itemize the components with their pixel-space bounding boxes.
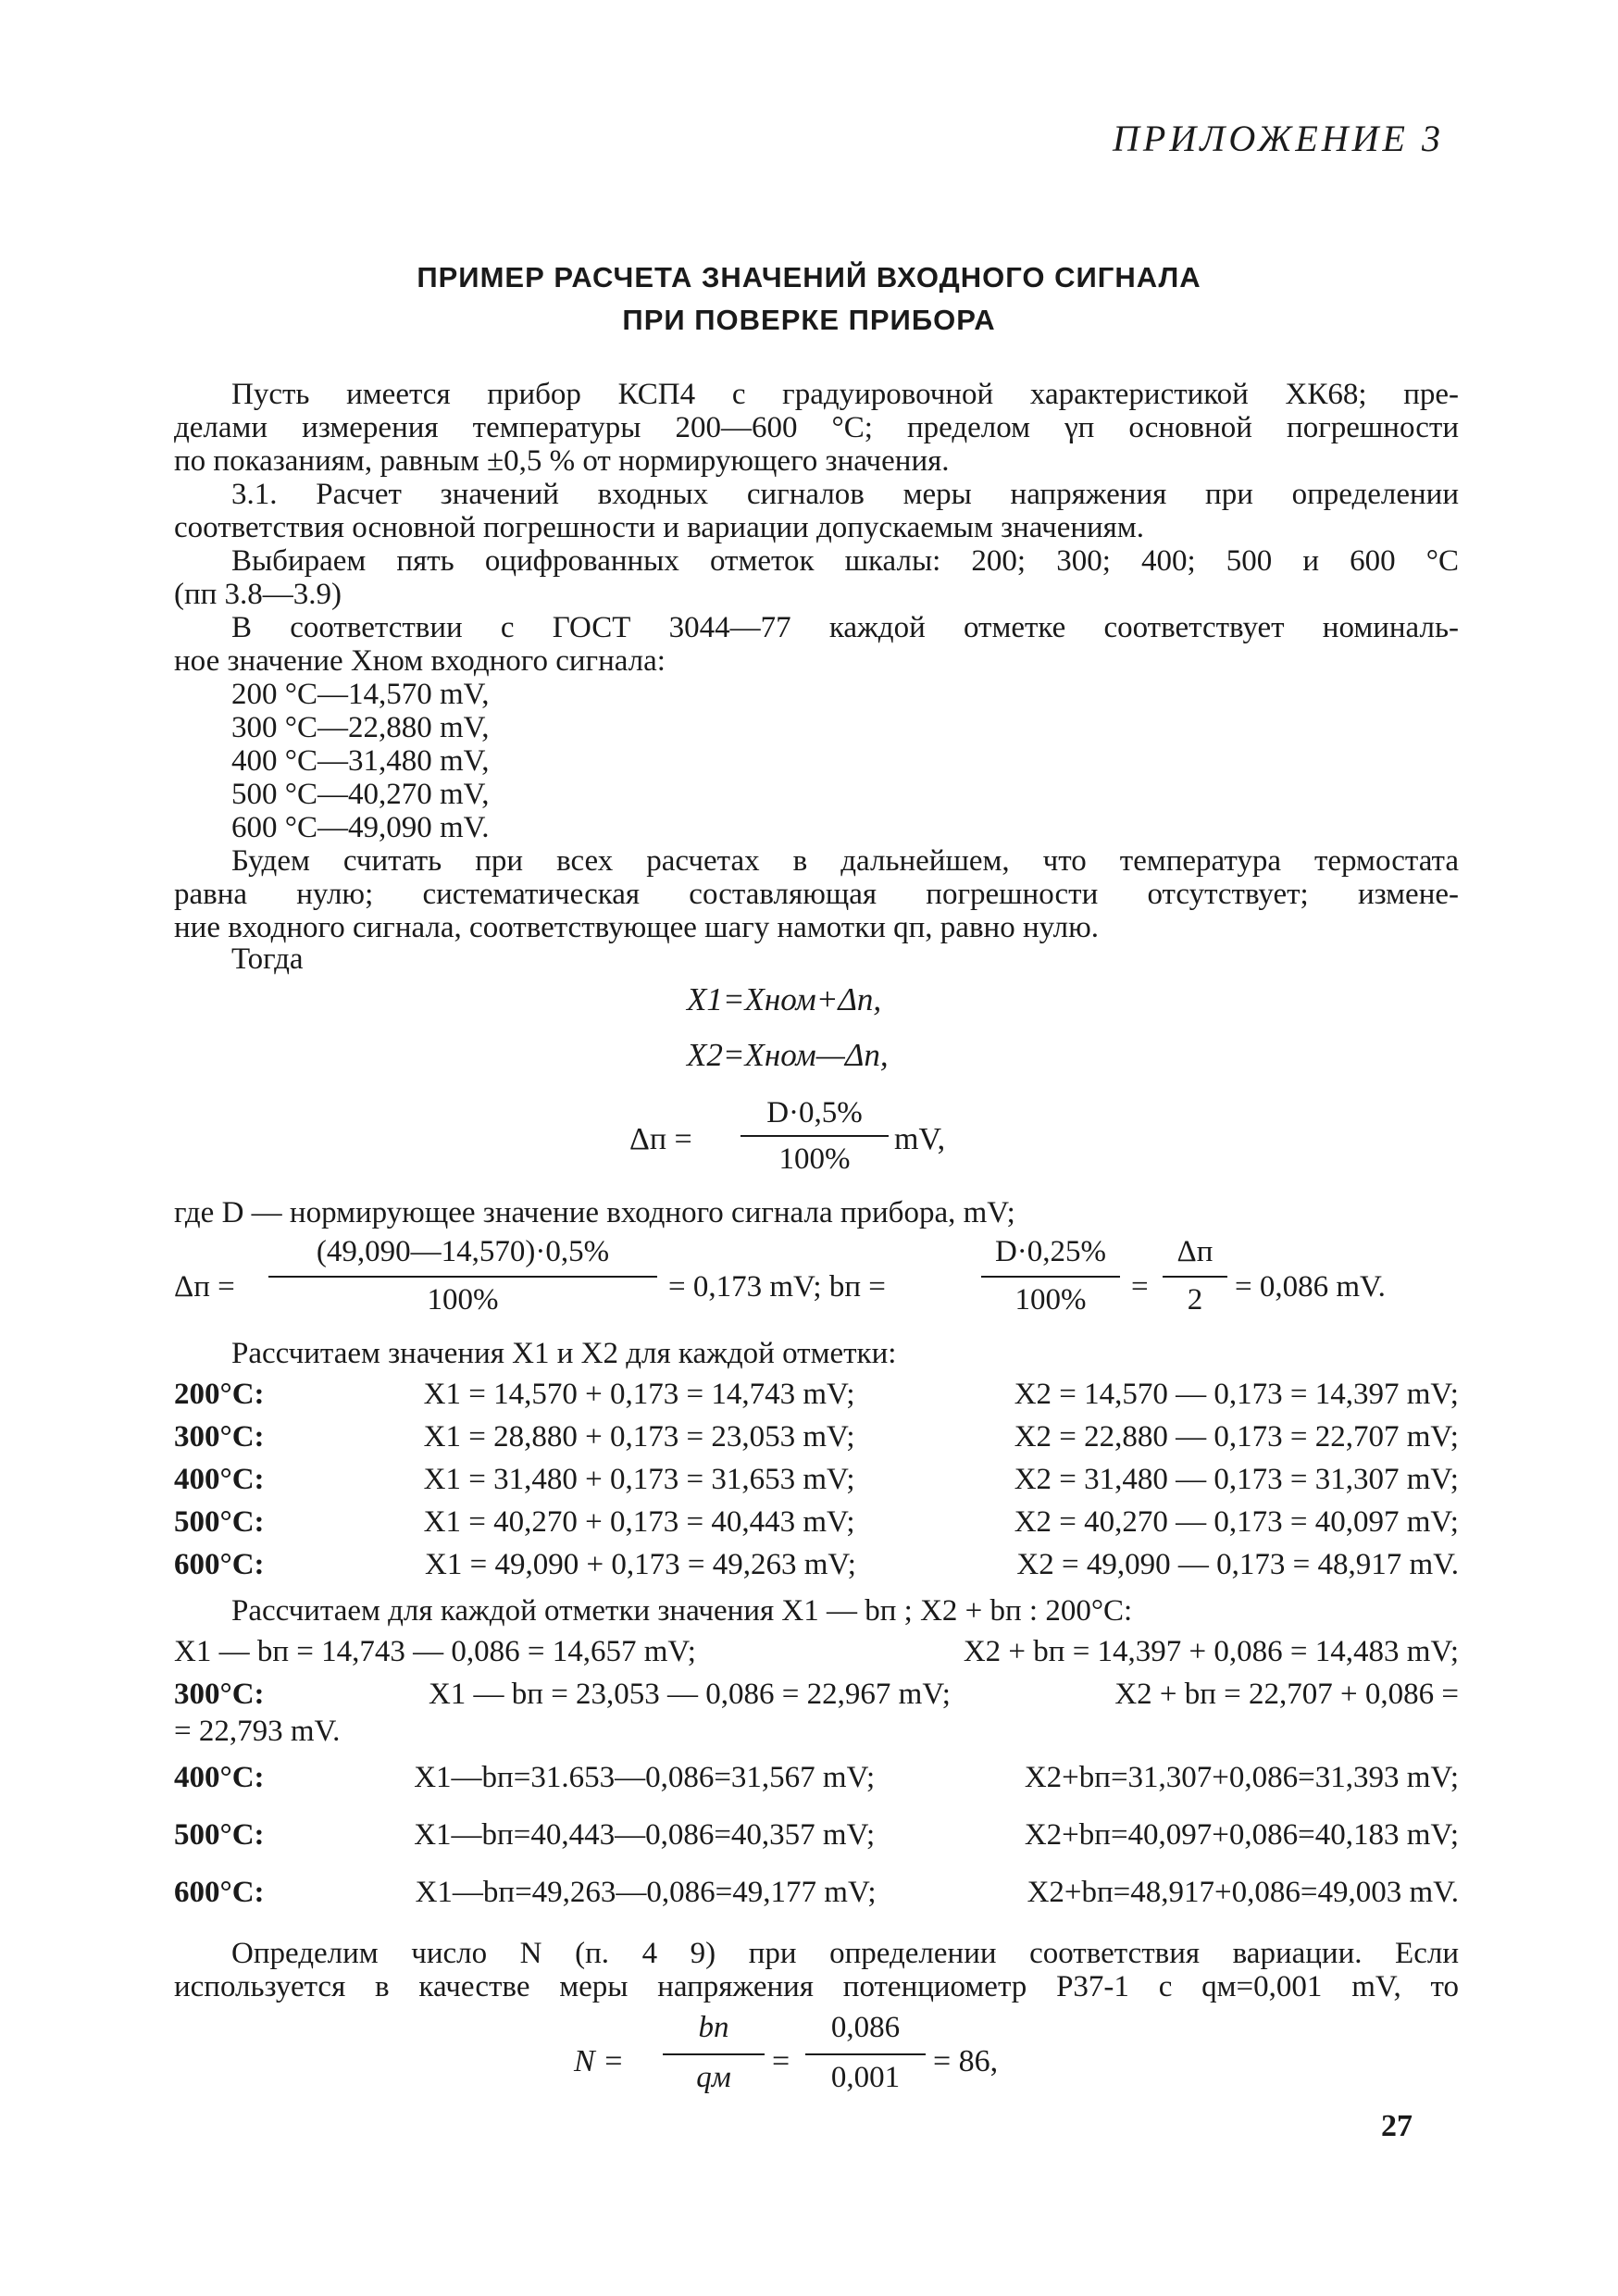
calc-numerator-2: D·0,25% xyxy=(994,1235,1107,1268)
determine-paragraph xyxy=(174,1937,1459,2003)
calc-b-a: X1—bп=31.653—0,086=31,567 mV; xyxy=(414,1761,876,1794)
gost-paragraph xyxy=(174,611,1459,678)
calc-temp: 300°С: xyxy=(174,1420,265,1454)
calc-x1: X1 = 14,570 + 0,173 = 14,743 mV; xyxy=(423,1378,855,1411)
calc-b-b: X2 + bп = 22,707 + 0,086 = xyxy=(1114,1678,1459,1711)
n-lhs: N = xyxy=(574,2044,625,2078)
calc-result: = 0,086 mV. xyxy=(1235,1270,1386,1304)
fraction-bar xyxy=(268,1276,657,1278)
calc-row xyxy=(174,1418,1459,1455)
calc-x2: X2 = 49,090 — 0,173 = 48,917 mV. xyxy=(1016,1548,1459,1581)
calc-b-row xyxy=(174,1633,1459,1670)
fraction-bar xyxy=(805,2053,926,2055)
calc-b-row xyxy=(174,1874,1459,1911)
calc-b-b: X2+bп=48,917+0,086=49,003 mV. xyxy=(1027,1876,1459,1909)
calc-denominator: 100% xyxy=(427,1283,499,1316)
calc-temp: 500°С: xyxy=(174,1818,265,1852)
text-line: В соответствии с ГОСТ 3044—77 каждой отметке соответствует номиналь- xyxy=(231,611,1459,644)
text-line: Пусть имеется прибор КСП4 с градуировочной характеристикой ХК68; пре- xyxy=(231,378,1459,411)
title-line-2: ПРИ ПОВЕРКЕ ПРИБОРА xyxy=(622,304,996,336)
intro-paragraph xyxy=(174,378,1459,478)
calc-b-title: Рассчитаем для каждой отметки значения X1 — bп ; X2 + bп : 200°С: xyxy=(231,1594,1133,1628)
calc-b-b: X2 + bп = 14,397 + 0,086 = 14,483 mV; xyxy=(963,1635,1459,1668)
delta-lhs: Δп = xyxy=(629,1122,692,1156)
calc-b-b: X2+bп=31,307+0,086=31,393 mV; xyxy=(1024,1761,1459,1794)
calc-b-a: X1—bп=40,443—0,086=40,357 mV; xyxy=(414,1818,876,1852)
text-line: Определим число N (п. 4 9) при определении соответствия вариации. Если xyxy=(231,1937,1459,1970)
calc-x1: X1 = 31,480 + 0,173 = 31,653 mV; xyxy=(423,1463,855,1496)
n-numerator-1: bп xyxy=(698,2011,729,2044)
delta-denominator: 100% xyxy=(778,1142,851,1176)
list-item: 300 °С—22,880 mV, xyxy=(231,711,490,744)
calc-row xyxy=(174,1546,1459,1583)
n-denominator-1: qм xyxy=(696,2061,731,2094)
assume-paragraph xyxy=(174,844,1459,944)
calc-b-row xyxy=(174,1816,1459,1853)
n-numerator-2: 0,086 xyxy=(830,2011,901,2044)
calc-denominator-3: 2 xyxy=(1187,1283,1203,1316)
calc-b-a: X1 — bп = 23,053 — 0,086 = 22,967 mV; xyxy=(428,1678,951,1711)
text-line: Выбираем пять оцифрованных отметок шкалы: 200; 300; 400; 500 и 600 °С xyxy=(231,544,1459,578)
list-item: 200 °С—14,570 mV, xyxy=(231,678,490,711)
list-item: 500 °С—40,270 mV, xyxy=(231,778,490,811)
text-line: используется в качестве меры напряжения потенциометр Р37-1 с qм=0,001 mV, то xyxy=(174,1970,1459,2003)
fraction-bar xyxy=(1163,1276,1227,1278)
calc-x1: X1 = 49,090 + 0,173 = 49,263 mV; xyxy=(425,1548,856,1581)
n-eq: = xyxy=(772,2044,790,2078)
calc-numerator: (49,090—14,570)·0,5% xyxy=(316,1235,610,1268)
text-line: равна нулю; систематическая составляющая погрешности отсутствует; измене- xyxy=(174,878,1459,911)
nominal-values-list xyxy=(231,678,489,844)
calc-x2: X2 = 22,880 — 0,173 = 22,707 mV; xyxy=(1014,1420,1459,1454)
text-line: 3.1. Расчет значений входных сигналов меры напряжения при определении xyxy=(231,478,1459,511)
calc-b-row xyxy=(174,1676,1459,1713)
calc-mid: = 0,173 mV; bп = xyxy=(668,1270,886,1304)
calc-temp: 500°С: xyxy=(174,1505,265,1539)
calc-numerator-3: Δп xyxy=(1176,1235,1214,1268)
calc-temp: 600°С: xyxy=(174,1548,265,1581)
calc-b-a: X1 — bп = 14,743 — 0,086 = 14,657 mV; xyxy=(174,1635,696,1668)
where-line: где D — нормирующее значение входного сигнала прибора, mV; xyxy=(174,1196,1015,1229)
list-item: 400 °С—31,480 mV, xyxy=(231,744,490,778)
then-label: Тогда xyxy=(231,942,304,976)
calc-temp: 600°С: xyxy=(174,1876,265,1909)
calc-x1: X1 = 28,880 + 0,173 = 23,053 mV; xyxy=(423,1420,855,1454)
choose-paragraph xyxy=(174,544,1459,611)
page-number: 27 xyxy=(1381,2109,1413,2143)
appendix-label: ПРИЛОЖЕНИЕ 3 xyxy=(1113,118,1444,159)
calc-x2: X2 = 31,480 — 0,173 = 31,307 mV; xyxy=(1014,1463,1459,1496)
formula-x1: X1=Xном+Δп, xyxy=(687,981,882,1017)
delta-numerator: D·0,5% xyxy=(766,1096,863,1129)
formula-x2: X2=Xном—Δп, xyxy=(687,1037,889,1073)
calc-x2: X2 = 14,570 — 0,173 = 14,397 mV; xyxy=(1014,1378,1459,1411)
calc-temp: 200°С: xyxy=(174,1378,265,1411)
fraction-bar xyxy=(663,2053,765,2055)
text-line: по показаниям, равным ±0,5 % от нормирующего значения. xyxy=(174,444,950,478)
text-line: ние входного сигнала, соответствующее шагу намотки qп, равно нулю. xyxy=(174,911,1100,944)
calc-temp: 300°С: xyxy=(174,1678,265,1711)
calc-eq: = xyxy=(1131,1270,1149,1304)
calc-b-row xyxy=(174,1759,1459,1796)
text-line: соответствия основной погрешности и вариации допускаемым значениям. xyxy=(174,511,1144,544)
calc-x-title: Рассчитаем значения X1 и X2 для каждой отметки: xyxy=(231,1337,897,1370)
fraction-bar xyxy=(981,1276,1120,1278)
text-line: делами измерения температуры 200—600 °С; пределом γп основной погрешности xyxy=(174,411,1459,444)
calc-delta-lhs: Δп = xyxy=(174,1270,235,1304)
list-item: 600 °С—49,090 mV. xyxy=(231,811,490,844)
delta-unit: mV, xyxy=(894,1122,946,1156)
calc-row xyxy=(174,1376,1459,1413)
text-line: (пп 3.8—3.9) xyxy=(174,578,342,611)
calc-b-b: X2+bп=40,097+0,086=40,183 mV; xyxy=(1024,1818,1459,1852)
n-result: = 86, xyxy=(933,2044,999,2078)
title-line-1: ПРИМЕР РАСЧЕТА ЗНАЧЕНИЙ ВХОДНОГО СИГНАЛА xyxy=(417,261,1201,293)
calc-x2: X2 = 40,270 — 0,173 = 40,097 mV; xyxy=(1014,1505,1459,1539)
text-line: ное значение Xном входного сигнала: xyxy=(174,644,666,678)
n-denominator-2: 0,001 xyxy=(830,2061,901,2094)
calc-denominator-2: 100% xyxy=(1014,1283,1087,1316)
calc-b-continuation: = 22,793 mV. xyxy=(174,1715,341,1748)
calc-row xyxy=(174,1504,1459,1541)
calc-temp: 400°С: xyxy=(174,1463,265,1496)
text-line: Будем считать при всех расчетах в дальнейшем, что температура термостата xyxy=(231,844,1459,878)
calc-row xyxy=(174,1461,1459,1498)
fraction-bar xyxy=(741,1135,889,1137)
section-3-1 xyxy=(174,478,1459,544)
calc-temp: 400°С: xyxy=(174,1761,265,1794)
calc-b-a: X1—bп=49,263—0,086=49,177 mV; xyxy=(415,1876,877,1909)
calc-x1: X1 = 40,270 + 0,173 = 40,443 mV; xyxy=(423,1505,855,1539)
